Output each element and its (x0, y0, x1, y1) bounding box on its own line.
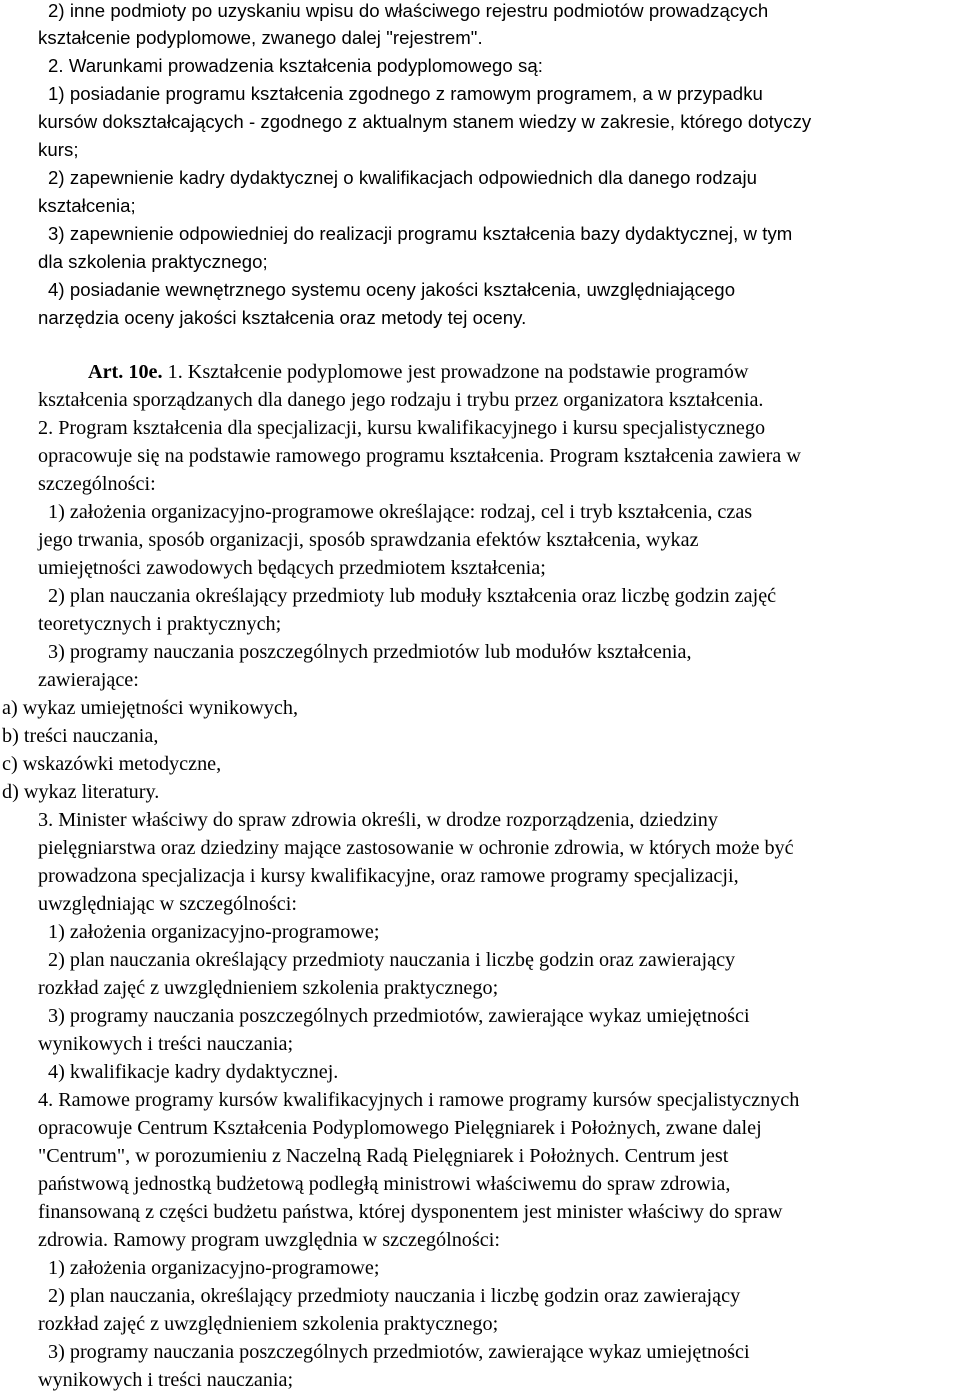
text-line: kształcenie podyplomowe, zwanego dalej "rejestrem". (38, 27, 483, 48)
text-line: uwzględniając w szczególności: (38, 893, 297, 915)
text-line: kursów dokształcających - zgodnego z aktualnym stanem wiedzy w zakresie, którego dotyczy (38, 111, 812, 132)
text-line: c) wskazówki metodyczne, (2, 753, 222, 775)
text-line: opracowuje Centrum Kształcenia Podyplomowego Pielęgniarek i Położnych, zwane dalej (38, 1117, 762, 1139)
text-line: 2) zapewnienie kadry dydaktycznej o kwalifikacjach odpowiednich dla danego rodzaju (48, 167, 758, 188)
text-line: "Centrum", w porozumieniu z Naczelną Radą Pielęgniarek i Położnych. Centrum jest (38, 1145, 729, 1167)
text-line: 3. Minister właściwy do spraw zdrowia określi, w drodze rozporządzenia, dziedziny (38, 809, 718, 831)
text-line: szczególności: (38, 473, 156, 495)
text-line: wynikowych i treści nauczania; (38, 1369, 294, 1391)
text-line: 3) programy nauczania poszczególnych przedmiotów lub modułów kształcenia, (48, 641, 692, 663)
text-line: 2. Warunkami prowadzenia kształcenia podyplomowego są: (48, 55, 543, 76)
text-line: 1) założenia organizacyjno-programowe; (48, 921, 380, 943)
text-line: 2) plan nauczania określający przedmioty nauczania i liczbę godzin oraz zawierający (48, 949, 736, 971)
text-line: d) wykaz literatury. (2, 781, 160, 803)
text-line: dla szkolenia praktycznego; (38, 251, 268, 272)
text-line: 1. Kształcenie podyplomowe jest prowadzone na podstawie programów (162, 361, 749, 383)
text-line: wynikowych i treści nauczania; (38, 1033, 294, 1055)
text-line: 2) inne podmioty po uzyskaniu wpisu do właściwego rejestru podmiotów prowadzących (48, 0, 769, 21)
text-line: 1) założenia organizacyjno-programowe; (48, 1257, 380, 1279)
text-line: 4) kwalifikacje kadry dydaktycznej. (48, 1061, 339, 1083)
text-line: 1) posiadanie programu kształcenia zgodnego z ramowym programem, a w przypadku (48, 83, 763, 104)
text-line: finansowaną z części budżetu państwa, której dysponentem jest minister właściwy do spraw (38, 1201, 783, 1223)
text-line: 3) programy nauczania poszczególnych przedmiotów, zawierające wykaz umiejętności (48, 1341, 750, 1363)
text-line: pielęgniarstwa oraz dziedziny mające zastosowanie w ochronie zdrowia, w których może być (38, 837, 794, 859)
text-line: a) wykaz umiejętności wynikowych, (2, 697, 299, 719)
text-line: rozkład zajęć z uwzględnieniem szkolenia praktycznego; (38, 977, 499, 999)
text-line: kształcenia sporządzanych dla danego jego rodzaju i trybu przez organizatora kształcenia. (38, 389, 764, 411)
text-line: 2) plan nauczania określający przedmioty lub moduły kształcenia oraz liczbę godzin zajęć (48, 585, 777, 607)
text-line: rozkład zajęć z uwzględnieniem szkolenia praktycznego; (38, 1313, 499, 1335)
text-line: b) treści nauczania, (2, 725, 159, 747)
text-line: 3) zapewnienie odpowiedniej do realizacji programu kształcenia bazy dydaktycznej, w tym (48, 223, 793, 244)
article-line (88, 358, 748, 386)
text-line: jego trwania, sposób organizacji, sposób sprawdzania efektów kształcenia, wykaz (38, 529, 699, 551)
text-line: 2. Program kształcenia dla specjalizacji, kursu kwalifikacyjnego i kursu specjalistycznego (38, 417, 766, 439)
text-line: teoretycznych i praktycznych; (38, 613, 282, 635)
text-line: prowadzona specjalizacja i kursy kwalifikacyjne, oraz ramowe programy specjalizacji, (38, 865, 739, 887)
text-line: narzędzia oceny jakości kształcenia oraz metody tej oceny. (38, 307, 527, 328)
text-line: kurs; (38, 139, 79, 160)
text-line: zdrowia. Ramowy program uwzględnia w szczególności: (38, 1229, 500, 1251)
text-line: 3) programy nauczania poszczególnych przedmiotów, zawierające wykaz umiejętności (48, 1005, 750, 1027)
text-line: 4. Ramowe programy kursów kwalifikacyjnych i ramowe programy kursów specjalistycznych (38, 1089, 800, 1111)
text-line: opracowuje się na podstawie ramowego programu kształcenia. Program kształcenia zawiera w (38, 445, 801, 467)
text-line: 4) posiadanie wewnętrznego systemu oceny jakości kształcenia, uwzględniającego (48, 279, 736, 300)
article-heading: Art. 10e. (88, 361, 163, 383)
text-line: 1) założenia organizacyjno-programowe określające: rodzaj, cel i tryb kształcenia, czas (48, 501, 753, 523)
text-line: 2) plan nauczania, określający przedmioty nauczania i liczbę godzin oraz zawierający (48, 1285, 741, 1307)
text-line: kształcenia; (38, 195, 136, 216)
text-line: zawierające: (38, 669, 139, 691)
text-line: państwową jednostką budżetową podległą ministrowi właściwemu do spraw zdrowia, (38, 1173, 731, 1195)
text-line: umiejętności zawodowych będących przedmiotem kształcenia; (38, 557, 546, 579)
